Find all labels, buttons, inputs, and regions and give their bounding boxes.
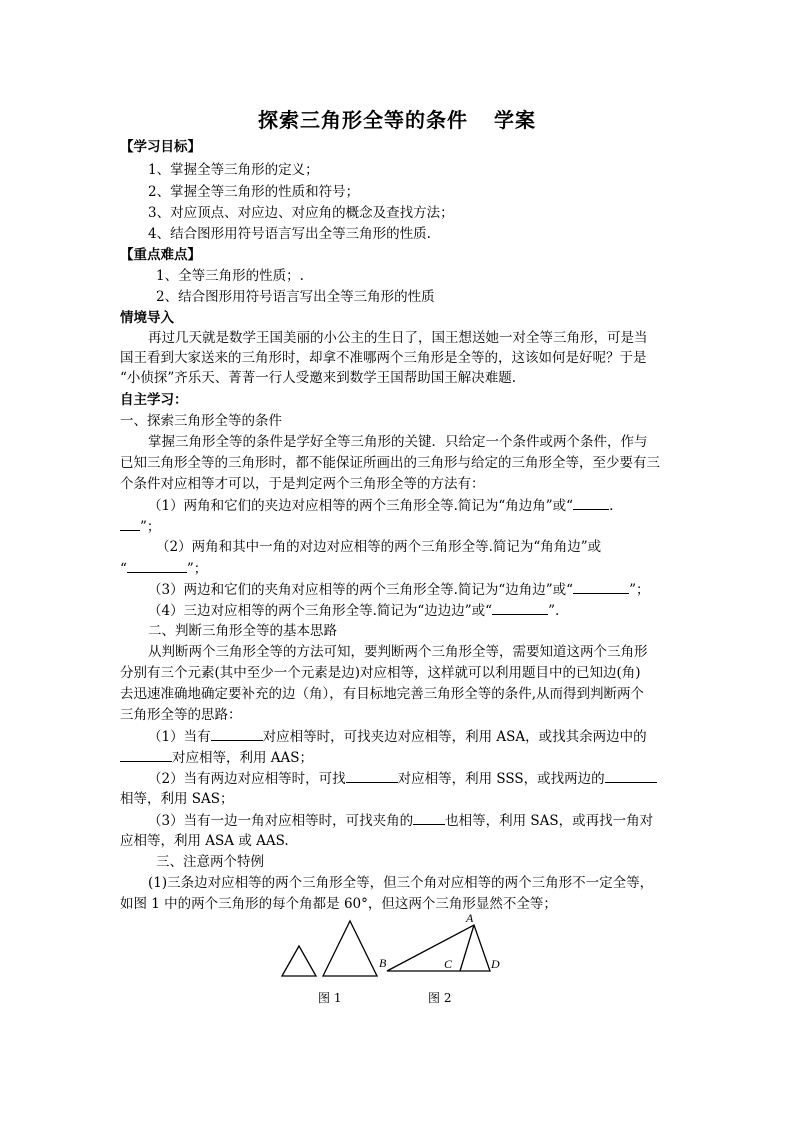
rule-4-text: （4）三边对应相等的两个三角形全等.简记为“边边边”或“ [148,603,493,619]
rule-2 [156,537,601,557]
section3-title: 三、注意两个特例 [156,854,264,870]
answer-blank[interactable] [346,768,398,783]
answer-blank[interactable] [573,579,629,594]
answer-blank[interactable] [120,516,140,531]
rule-3-text: （3）两边和它们的夹角对应相等的两个三角形全等.简记为“边角边”或“ [148,582,574,598]
title-suffix: 学案 [494,108,536,132]
fig1-small-triangle [282,946,316,976]
answer-blank[interactable] [492,600,548,615]
answer-blank[interactable] [573,495,609,510]
condition-3-text: （3）当有一边一角对应相等时，可找夹角的 [148,813,414,829]
rule-2-open: “ [120,561,127,577]
rule-3-close: ”； [629,582,650,598]
keypoint-item: 2、结合图形用符号语言写出全等三角形的性质 [156,289,435,305]
goal-item: 3、对应顶点、对应边、对应角的概念及查找方法； [148,205,454,221]
fig2-label-d: D [491,957,500,971]
keypoints-heading: 【重点难点】 [120,247,201,263]
condition-3 [148,810,653,831]
intro-heading: 情境导入 [120,310,174,326]
condition-2-text: （2）当有两边对应相等时，可找 [148,771,346,787]
condition-3-cont: 应相等，利用 ASA 或 AAS. [120,833,289,849]
rule-1: （1）两角和它们的夹边对应相等的两个三角形全等.简记为“角边角”或“ . [148,495,613,516]
section2-line: 从判断两个三角形全等的方法可知，要判断两个三角形全等，需要知道这两个三角形 [148,644,648,660]
condition-3-text-b: 也相等，利用 SAS，或再找一角对 [445,813,654,829]
fig1-caption: 图 1 [318,991,342,1005]
answer-blank[interactable] [413,810,445,825]
section1-line: 已知三角形全等的三角形时，都不能保证所画出的三角形与给定的三角形全等，至少要有三 [120,455,660,471]
condition-2-cont: 相等，利用 SAS； [120,791,234,807]
answer-blank[interactable] [211,726,263,741]
intro-line: “小侦探”齐乐天、菁菁一行人受邀来到数学王国帮助国王解决难题. [120,370,517,386]
rule-3 [148,579,650,600]
rule-2-text: （2）两角和其中一角的对边对应相等的两个三角形全等.简记为“角角边”或 [156,539,602,555]
fig2-label-a: A [466,911,474,925]
condition-1-text: （1）当有 [148,729,211,745]
section2-title: 二、判断三角形全等的基本思路 [148,623,337,639]
goal-item: 2、掌握全等三角形的性质和符号； [148,184,360,200]
answer-blank[interactable] [120,747,172,762]
intro-line: 再过几天就是数学王国美丽的小公主的生日了，国王想送她一对全等三角形，可是当 [148,330,648,346]
keypoint-item: 1、全等三角形的性质；. [156,268,304,284]
rule-2-cont [120,558,207,579]
rule-1-text: （1）两角和它们的夹边对应相等的两个三角形全等.简记为“角边角”或“ [148,498,574,514]
section2-line: 三角形全等的思路： [120,707,242,723]
section3-line: (1)三条边对应相等的两个三角形全等，但三个角对应相等的两个三角形不一定全等， [148,875,654,891]
selfstudy-heading: 自主学习： [120,392,188,408]
rule-1-close: ”； [140,519,161,535]
section2-line: 去迅速准确地确定要补充的边（角），有目标地完善三角形全等的条件,从而得到判断两个 [120,686,645,702]
condition-1 [148,726,647,747]
rule-4 [148,600,559,621]
section1-line: 掌握三角形全等的条件是学好全等三角形的关键．只给定一个条件或两个条件，作与 [148,434,648,450]
page-title [0,104,794,133]
answer-blank[interactable] [127,558,187,573]
condition-1-text-c: 对应相等，利用 AAS； [172,750,314,766]
condition-1-text-b: 对应相等时，可找夹边对应相等，利用 ASA，或找其余两边中的 [262,729,647,745]
fig2-label-b: B [379,956,387,970]
goal-item: 4、结合图形用符号语言写出全等三角形的性质. [148,226,431,242]
fig2-triangle-abd [387,925,490,971]
condition-1-cont [120,747,313,768]
title-main: 探索三角形全等的条件 [258,108,468,132]
section1-line: 个条件对应相等才可以，于是判定两个三角形全等的方法有： [120,476,485,492]
rule-2-close: ”； [186,561,208,577]
intro-line: 国王看到大家送来的三角形时，却拿不准哪两个三角形是全等的，这该如何是好呢？于是 [120,350,647,366]
fig2-label-c: C [444,957,453,971]
figures-svg [270,905,530,1015]
rule-1-cont [120,516,160,537]
section3-line: 如图 1 中的两个三角形的每个角都是 60°，但这两个三角形显然不全等； [120,896,557,912]
section2-line: 分别有三个元素(其中至少一个元素是边)对应相等，这样就可以利用题目中的已知边(角) [120,665,641,681]
goal-item: 1、掌握全等三角形的定义； [148,162,319,178]
fig2-caption: 图 2 [428,991,452,1005]
goals-heading: 【学习目标】 [120,139,201,155]
answer-blank[interactable] [605,768,657,783]
section1-title: 一、探索三角形全等的条件 [120,413,282,429]
rule-4-close: ”. [548,603,560,619]
condition-2-text-b: 对应相等，利用 SSS，或找两边的 [397,771,605,787]
condition-2 [148,768,657,789]
fig1-large-triangle [323,921,377,976]
